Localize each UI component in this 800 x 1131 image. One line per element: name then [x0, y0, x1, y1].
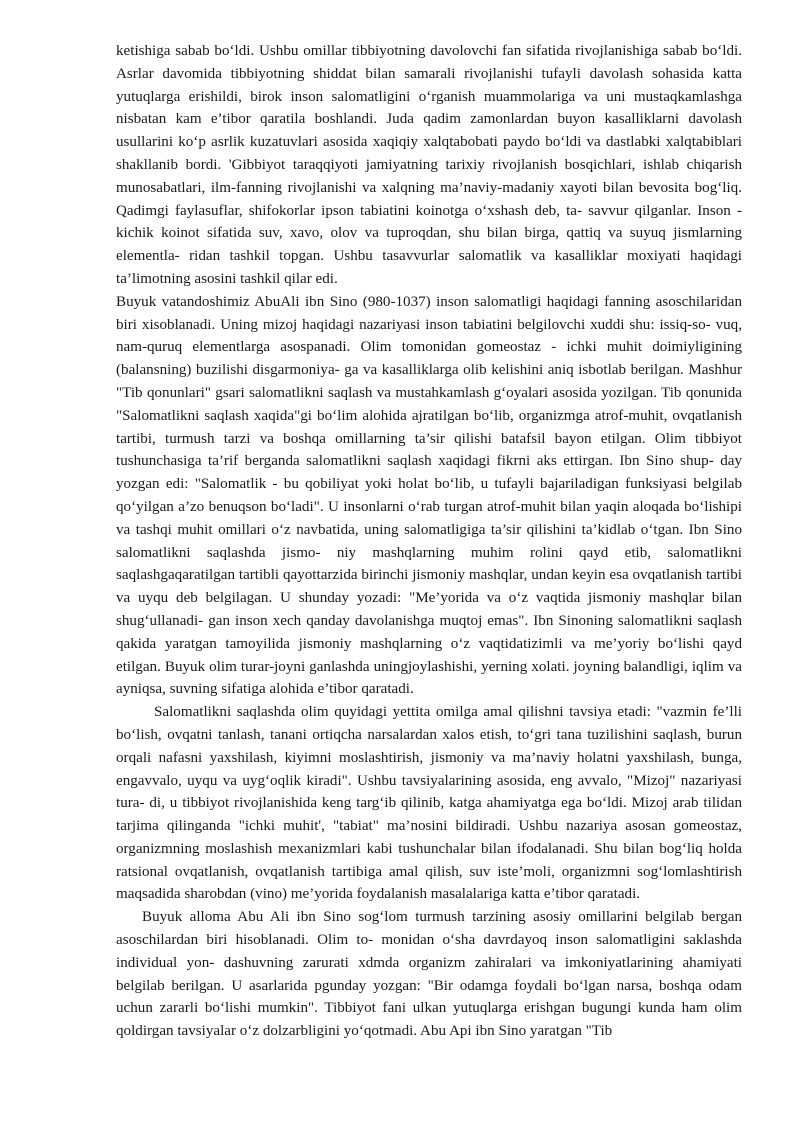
paragraph-history-of-medicine: ketishiga sabab bo‘ldi. Ushbu omillar tibbiyotning davolovchi fan sifatida rivojlanishiga sabab bo‘ldi. Asrlar davomida tibbiyotning shiddat bilan samarali rivojlanishi tufayli davolash sohasida katta yutuqlarga erishildi, birok inson salomatligini o‘rganish muammolariga va uni mustaqkamlashga nisbatan kam e’tibor qaratila boshlandi. Juda qadim zamonlardan buyon kasalliklarni davolash usullarini ko‘p asrlik kuzatuvlari asosida xaqiqiy xalqtabobati paydo bo‘ldi va dastlabki xalqtabiblari shakllanib bordi. 'Gibbiyot taraqqiyoti jamiyatning tarixiy rivojlanish bosqichlari, ishlab chiqarish munosabatlari, ilm-fanning rivojlanishi va xalqning ma’naviy-madaniy xayoti bilan bevosita bog‘liq. Qadimgi faylasuflar, shifokorlar ipson tabiatini koinotga o‘xshash deb, ta- savvur qilganlar. Inson - kichik koinot sifatida suv, xavo, olov va tuproqdan, shu bilan birga, qattiq va suyuq jismlarning elementla- ridan tashkil topgan. Ushbu tasavvurlar salomatlik va kasalliklar moxiyati haqidagi ta’limotning asosini tashkil qilar edi. [116, 43, 742, 287]
paragraph-seven-factors: Salomatlikni saqlashda olim quyidagi yettita omilga amal qilishni tavsiya etadi: "vazmin fe’lli bo‘lish, ovqatni tanlash, tanani ortiqcha narsalardan xalos etish, to‘gri tana tuzilishini saqlash, burun orqali nafasni yaxshilash, kiyimni moslashtirish, jismoniy va ma’naviy holatni yaxshilash, bunga, engavvalo, uyqu va uyg‘oqlik kiradi". Ushbu tavsiyalarining asosida, eng avvalo, "Mizoj" nazariyasi tura- di, u tibbiyot rivojlanishida keng targ‘ib qilinib, katga ahamiyatga ega bo‘ldi. Mizoj arab tilidan tarjima qilinganda "ichki muhit', "tabiat" ma’nosini bildiradi. Ushbu nazariya asosan gomeostaz, organizmning moslashish mexanizmlari kabi tushunchalar bilan ifodalanadi. Shu bilan bog‘liq holda ratsional ovqatlanish, ovqatlanish tartibiga amal qilish, suv iste’moli, organizmni sog‘lomlashtirish maqsadida sharobdan (vino) me’yorida foydalanish masalalariga katta e’tibor qaratadi. [116, 704, 742, 903]
paragraph-ibn-sino-health-science: Buyuk vatandoshimiz AbuAli ibn Sino (980-1037) inson salomatligi haqidagi fanning asoschilaridan biri xisoblanadi. Uning mizoj haqidagi nazariyasi inson tabiatini belgilovchi xuddi shu: issiq-so- vuq, nam-quruq elementlarga asospanadi. Olim tomonidan gomeostaz - ichki muhit doimiyligining (balansning) buzilishi disgarmoniya- ga va kasalliklarga olib kelishini aniq isbotlab berilgan. Mashhur "Tib qonunlari" gsari salomatlikni saqlash va mustahkamlash g‘oyalari asosida yozilgan. Tib qonunida "Salomatlikni saqlash xaqida"gi bo‘lim alohida ajratilgan bo‘lib, organizmga atrof-muhit, ovqatlanish tartibi, turmush tarzi va boshqa omillarning ta’sir qilishi batafsil bayon etilgan. Olim tibbiyot tushunchasiga ta’rif berganda salomatlikni saqlash xaqidagi fikrni aks ettirgan. Ibn Sino shup- day yozgan edi: "Salomatlik - bu qobiliyat yoki holat bo‘lib, u tufayli bajariladigan funksiyasi belgilab qo‘yilgan a’zo benuqson bo‘ladi". U insonlarni o‘rab turgan atrof-muhit bilan yaqin aloqada bo‘lishipi va tashqi muhit omillari o‘z navbatida, uning salomatligiga ta’sir qilishini ta’kidlab o‘tgan. Ibn Sino salomatlikni saqlashda jismo- niy mashqlarning muhim rolini qayd etib, salomatlikni saqlashgaqaratilgan tartibli qayottarzida birinchi jismoniy mashqlar, undan keyin esa ovqatlanish tartibi va uyqu deb belgilagan. U shunday yozadi: "Me’yorida va o‘z vaqtida jismoniy mashqlar bilan shug‘ullanadi- gan inson xech qanday davolanishga muqtoj emas". Ibn Sinoning salomatlikni saqlash qakida yaratgan tamoyilida jismoniy mashqlarning o‘z vaqtidatizimli va me’yoriy bo‘lishi qayd etilgan. Buyuk olim turar-joyni ganlashda uningjoylashishi, yerning xolati. joyning balandligi, iqlim va ayniqsa, suvning sifatiga alohida e’tibor qaratadi. [116, 293, 742, 698]
paragraph-healthy-lifestyle: Buyuk alloma Abu Ali ibn Sino sog‘lom turmush tarzining asosiy omillarini belgilab bergan asoschilardan biri hisoblanadi. Olim to- monidan o‘sha davrdayoq inson salomatligini saklashda individual yon- dashuvning zarurati xdmda organizm zahiralari va imkoniyatlarining ahamiyati belgilab berilgan. U asarlarida pgunday yozgan: "Bir odamga foydali bo‘lgan narsa, boshqa odam uchun zararli bo‘lishi mumkin". Tibbiyot fani ulkan yutuqlarga erishgan bugungi kunda ham olim qoldirgan tavsiyalar o‘z dolzarbligini yo‘qotmadi. Abu Api ibn Sino yaratgan "Tib [116, 909, 742, 1040]
